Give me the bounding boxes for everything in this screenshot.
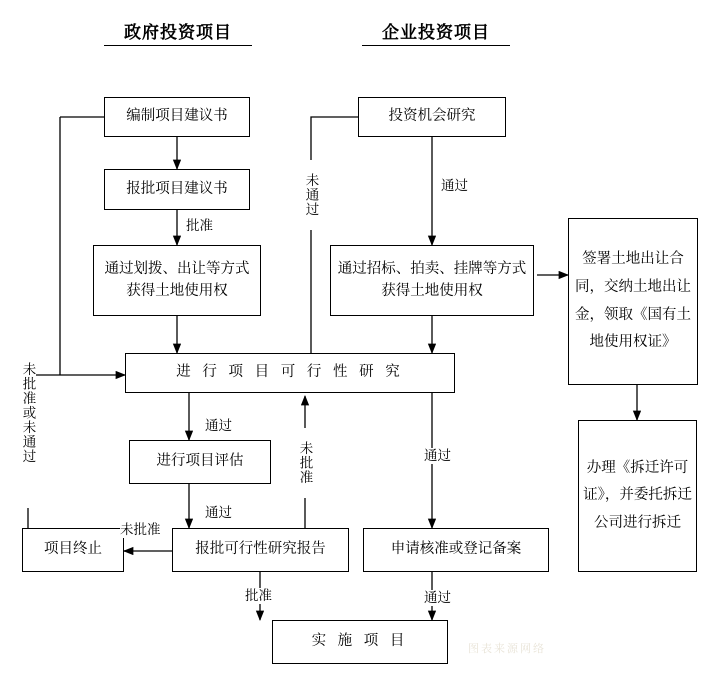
node-implement-project[interactable]: 实 施 项 目 [272, 620, 448, 664]
node-investment-opportunity-study[interactable]: 投资机会研究 [358, 97, 506, 137]
node-prepare-project-proposal[interactable]: 编制项目建议书 [104, 97, 250, 137]
watermark: 图表来源网络 [468, 643, 546, 655]
node-land-transfer-contract[interactable]: 签署土地出让合同，交纳土地出让金，领取《国有土地使用权证》 [568, 218, 698, 385]
heading-enterprise-investment: 企业投资项目 [362, 18, 510, 46]
node-demolition-permit[interactable]: 办理《拆迁许可证》，并委托拆迁公司进行拆迁 [578, 420, 697, 572]
edge-label-approved-implement: 批准 [245, 588, 272, 603]
edge-label-not-approved-or-failed: 未批准或未通过 [20, 318, 36, 508]
edge-label-approved-proposal: 批准 [186, 218, 213, 233]
edge-label-not-approved-terminate: 未批准 [120, 522, 161, 537]
edge-label-passed-to-report: 通过 [205, 505, 232, 520]
node-apply-approval-or-record[interactable]: 申请核准或登记备案 [363, 528, 549, 572]
heading-government-investment: 政府投资项目 [104, 18, 252, 46]
edge-label-not-passed-opportunity: 未通过 [303, 160, 319, 230]
edge-label-passed-to-evaluation: 通过 [205, 418, 232, 433]
edge-label-passed-opportunity: 通过 [441, 178, 468, 193]
node-land-use-right-bidding[interactable]: 通过招标、拍卖、挂牌等方式获得土地使用权 [330, 245, 534, 316]
node-submit-feasibility-report[interactable]: 报批可行性研究报告 [172, 528, 349, 572]
node-project-terminated[interactable]: 项目终止 [22, 528, 124, 572]
edge-label-passed-implement-ent: 通过 [424, 590, 451, 605]
edge-label-not-approved-return: 未批准 [297, 428, 313, 498]
node-land-use-right-allocation[interactable]: 通过划拨、出让等方式获得土地使用权 [93, 245, 261, 316]
node-project-evaluation[interactable]: 进行项目评估 [129, 440, 271, 484]
node-submit-project-proposal[interactable]: 报批项目建议书 [104, 169, 250, 210]
edge-label-passed-feasibility-ent: 通过 [424, 448, 451, 463]
node-feasibility-study[interactable]: 进 行 项 目 可 行 性 研 究 [125, 353, 455, 393]
